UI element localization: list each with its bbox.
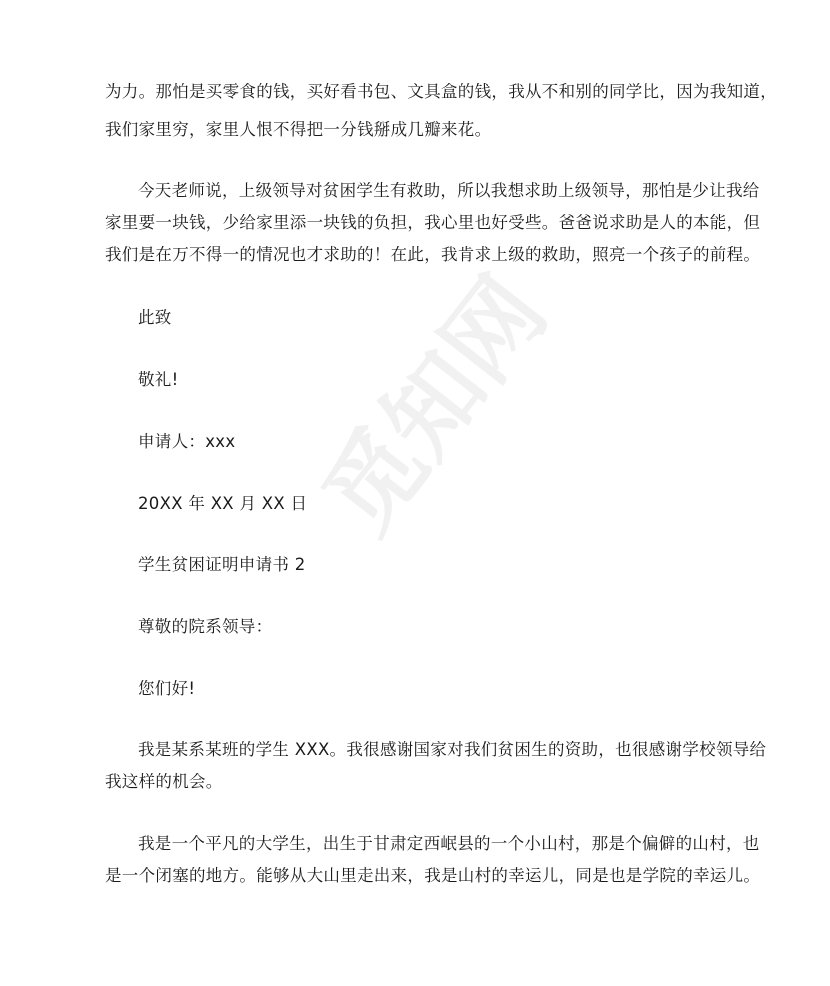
paragraph-4-line-1: 我是一个平凡的大学生，出生于甘肃定西岷县的一个小山村，那是个偏僻的山村，也	[138, 834, 760, 853]
paragraph-2-line-2: 家里要一块钱，少给家里添一块钱的负担，我心里也好受些。爸爸说求助是人的本能，但	[105, 213, 761, 232]
paragraph-4-line-2: 是一个闭塞的地方。能够从大山里走出来，我是山村的幸运儿，同是也是学院的幸运儿。	[105, 866, 761, 885]
paragraph-3-line-1: 我是某系某班的学生 XXX。我很感谢国家对我们贫困生的资助，也很感谢学校领导给	[138, 740, 767, 759]
application-date: 20XX 年 XX 月 XX 日	[138, 494, 308, 513]
paragraph-3-line-2: 我这样的机会。	[105, 772, 223, 791]
closing-salute: 敬礼!	[138, 370, 179, 389]
closing-regards: 此致	[138, 308, 172, 327]
salutation: 尊敬的院系领导：	[138, 617, 273, 636]
paragraph-1-line-2: 我们家里穷，家里人恨不得把一分钱掰成几瓣来花。	[105, 120, 492, 139]
paragraph-2-line-1: 今天老师说，上级领导对贫困学生有救助，所以我想求助上级领导，那怕是少让我给	[138, 181, 760, 200]
paragraph-1-line-1: 为力。那怕是买零食的钱，买好看书包、文具盒的钱，我从不和别的同学比，因为我知道，	[105, 82, 777, 101]
section-title: 学生贫困证明申请书 2	[138, 555, 306, 574]
greeting: 您们好!	[138, 679, 196, 698]
paragraph-2-line-3: 我们是在万不得一的情况也才求助的！在此，我肯求上级的救助，照亮一个孩子的前程。	[105, 245, 761, 264]
applicant-name: 申请人：xxx	[138, 432, 236, 451]
watermark: 觅知网	[302, 257, 568, 553]
